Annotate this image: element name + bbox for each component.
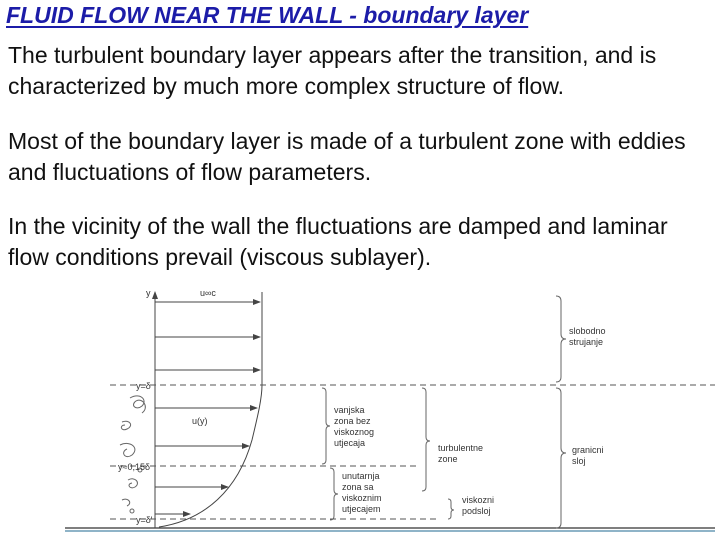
wall (65, 528, 715, 531)
svg-text:utjecaja: utjecaja (334, 438, 366, 448)
svg-text:viskoznim: viskoznim (342, 493, 382, 503)
velocity-profile-label: u(y) (192, 416, 208, 426)
paragraph-turbulent-zone: Most of the boundary layer is made of a turbulent zone with eddies and fluctuations of flow parameters. (8, 128, 686, 185)
svg-text:viskoznog: viskoznog (334, 427, 375, 437)
external-flow-label (569, 326, 606, 347)
sublayer-mark: y=δ' (136, 515, 153, 525)
svg-text:zona sa: zona sa (342, 482, 374, 492)
svg-text:strujanje: strujanje (569, 337, 604, 347)
paragraph-viscous-sublayer: In the vicinity of the wall the fluctuations are damped and laminar flow conditions prevail (viscous sublayer). (8, 213, 668, 270)
delta-mark: y=δ (136, 381, 151, 391)
outer-zone-label (334, 405, 374, 448)
eddies (120, 396, 145, 513)
svg-text:unutarnja: unutarnja (342, 471, 380, 481)
svg-text:utjecajem: utjecajem (342, 504, 381, 514)
viscous-sublayer-label (462, 495, 494, 516)
svg-text:zona bez: zona bez (334, 416, 371, 426)
svg-text:zone: zone (438, 454, 458, 464)
turbulent-zone-label (438, 443, 483, 464)
dashed-lines (110, 385, 715, 519)
velocity-arrows (155, 302, 260, 514)
svg-text:sloj: sloj (572, 456, 586, 466)
svg-text:granicni: granicni (572, 445, 604, 455)
slide-title: FLUID FLOW NEAR THE WALL - boundary layer (6, 2, 529, 28)
boundary-layer-label (572, 445, 604, 466)
svg-text:viskozni: viskozni (462, 495, 495, 505)
inner-zone-mark: y≈0,15δ (118, 462, 150, 472)
free-stream-label: u∞c (200, 288, 216, 298)
velocity-profile-curve (159, 385, 262, 527)
svg-text:turbulentne: turbulentne (438, 443, 484, 453)
y-axis-label: y (146, 288, 151, 298)
svg-text:slobodno: slobodno (569, 326, 606, 336)
inner-zone-label (342, 471, 382, 514)
svg-text:vanjska: vanjska (334, 405, 365, 415)
paragraph-turbulent-layer: The turbulent boundary layer appears after the transition, and is characterized by much more complex structure of flow. (8, 42, 657, 99)
svg-text:podsloj: podsloj (462, 506, 491, 516)
